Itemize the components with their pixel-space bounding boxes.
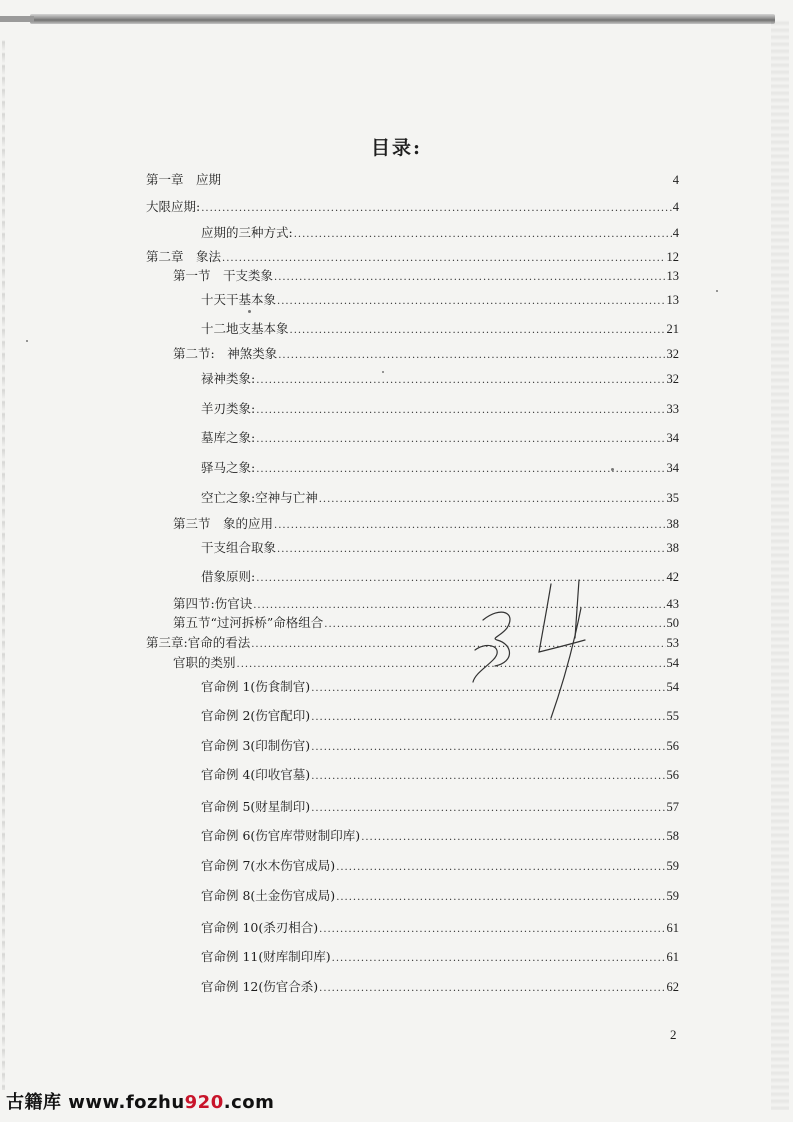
toc-entry-label: 大限应期:: [146, 199, 201, 214]
toc-leader-dots: [361, 830, 665, 846]
toc-entry-page: 57: [666, 800, 679, 814]
toc-entry-page: 4: [672, 226, 679, 240]
toc-entry-page: 34: [666, 461, 679, 475]
toc-entry-label: 第一节 干支类象: [173, 268, 274, 283]
toc-entry: [173, 346, 679, 364]
toc-leader-dots: [336, 860, 665, 876]
toc-entry-page: 32: [666, 372, 679, 386]
toc-entry-label: 禄神类象:: [201, 371, 256, 386]
toc-entry-page: 4: [672, 173, 679, 187]
toc-entry-page: 42: [666, 570, 679, 584]
toc-entry-label: 第二章 象法: [146, 249, 222, 264]
toc-entry-page: 50: [666, 616, 679, 630]
toc-entry-label: 第四节:伤官诀: [173, 596, 253, 611]
toc-leader-dots: [278, 348, 665, 364]
toc-entry-label: 官职的类别: [173, 655, 236, 670]
toc-entry-page: 54: [666, 656, 679, 670]
toc-entry-page: 58: [666, 829, 679, 843]
toc-entry: [201, 858, 679, 876]
toc-leader-dots: [290, 323, 666, 339]
toc-entry-label: 第五节“过河拆桥”命格组合: [173, 615, 324, 630]
toc-leader-dots: [336, 890, 665, 906]
page-title: 目录:: [370, 137, 422, 159]
toc-entry: [201, 371, 679, 389]
scan-speck: [26, 340, 28, 342]
toc-entry-label: 第三节 象的应用: [173, 516, 274, 531]
toc-entry: [201, 225, 679, 243]
toc-leader-dots: [222, 251, 665, 267]
toc-entry-label: 空亡之象:空神与亡神: [201, 490, 318, 505]
toc-leader-dots: [274, 270, 665, 286]
toc-entry-page: 59: [666, 889, 679, 903]
toc-entry-page: 13: [666, 293, 679, 307]
toc-entry: [201, 540, 679, 558]
toc-entry-page: 62: [666, 980, 679, 994]
toc-entry-label: 干支组合取象: [201, 540, 277, 555]
toc-leader-dots: [311, 769, 665, 785]
toc-entry-page: 61: [666, 950, 679, 964]
toc-entry: [201, 460, 679, 478]
toc-entry-page: 13: [666, 269, 679, 283]
toc-leader-dots: [319, 981, 665, 997]
toc-entry-label: 羊刃类象:: [201, 401, 256, 416]
toc-entry-page: 21: [666, 322, 679, 336]
toc-leader-dots: [256, 403, 665, 419]
toc-entry-page: 4: [672, 200, 679, 214]
toc-leader-dots: [256, 432, 665, 448]
toc-entry-page: 35: [666, 491, 679, 505]
toc-entry-label: 借象原则:: [201, 569, 256, 584]
toc-entry: [146, 199, 679, 217]
watermark-highlight: 920: [184, 1092, 224, 1113]
toc-leader-dots: [256, 462, 665, 478]
toc-entry-page: 61: [666, 921, 679, 935]
toc-entry-label: 官命例 2(伤官配印): [201, 708, 311, 723]
toc-entry-page: 56: [666, 768, 679, 782]
toc-entry: [201, 767, 679, 785]
toc-leader-dots: [311, 740, 665, 756]
toc-leader-dots: [294, 227, 672, 243]
toc-leader-dots: [332, 951, 666, 967]
scan-speck: [611, 468, 614, 471]
scan-speck: [248, 310, 251, 313]
toc-leader-dots: [274, 518, 665, 534]
toc-entry: [201, 888, 679, 906]
toc-entry: [201, 799, 679, 817]
toc-entry: [201, 979, 679, 997]
watermark-suffix: .com: [223, 1092, 275, 1113]
toc-entry-page: 34: [666, 431, 679, 445]
scan-speck: [382, 371, 384, 373]
toc-entry-page: 38: [666, 541, 679, 555]
toc-entry: [173, 268, 679, 286]
toc-entry: [201, 490, 679, 508]
toc-entry: [201, 708, 679, 726]
toc-entry-page: 55: [666, 709, 679, 723]
toc-leader-dots: [256, 373, 665, 389]
toc-entry-page: 33: [666, 402, 679, 416]
toc-entry-label: 官命例 8(土金伤官成局): [201, 888, 336, 903]
toc-leader-dots: [277, 542, 665, 558]
toc-entry-label: 第三章:官命的看法: [146, 635, 251, 650]
toc-entry-label: 十天干基本象: [201, 292, 277, 307]
toc-entry: [146, 172, 679, 190]
page-number: 2: [670, 1027, 677, 1042]
watermark-logo: [6, 1088, 274, 1114]
toc-entry: [201, 679, 679, 697]
toc-entry-page: 12: [666, 250, 679, 264]
toc-leader-dots: [277, 294, 665, 310]
toc-entry: [201, 738, 679, 756]
toc-entry-label: 官命例 7(水木伤官成局): [201, 858, 336, 873]
toc-entry-page: 56: [666, 739, 679, 753]
toc-entry-label: 第一章 应期: [146, 172, 222, 187]
toc-entry: [201, 292, 679, 310]
toc-entry-label: 官命例 6(伤官库带财制印库): [201, 828, 361, 843]
toc-entry: [201, 920, 679, 938]
toc-leader-dots: [319, 492, 666, 508]
toc-entry-label: 官命例 1(伤食制官): [201, 679, 311, 694]
toc-entry: [201, 949, 679, 967]
toc-entry-label: 官命例 10(杀刃相合): [201, 920, 319, 935]
toc-entry-label: 应期的三种方式:: [201, 225, 293, 240]
toc-entry: [201, 321, 679, 339]
toc-entry-label: 官命例 11(财库制印库): [201, 949, 331, 964]
toc-entry-page: 38: [666, 517, 679, 531]
toc-entry-label: 墓库之象:: [201, 430, 256, 445]
toc-entry: [173, 516, 679, 534]
toc-entry-label: 官命例 3(印制伤官): [201, 738, 311, 753]
toc-entry: [201, 569, 679, 587]
toc-entry: [201, 401, 679, 419]
toc-entry-page: 54: [666, 680, 679, 694]
toc-entry-label: 官命例 12(伤官合杀): [201, 979, 319, 994]
scan-speck: [716, 290, 718, 292]
toc-entry: [146, 249, 679, 267]
toc-entry-label: 十二地支基本象: [201, 321, 289, 336]
toc-entry: [201, 430, 679, 448]
toc-entry-page: 43: [666, 597, 679, 611]
toc-entry-label: 驿马之象:: [201, 460, 256, 475]
toc-entry: [201, 828, 679, 846]
toc-leader-dots: [311, 801, 665, 817]
handwritten-scribble: [455, 578, 605, 728]
toc-leader-dots: [201, 201, 672, 217]
toc-entry-label: 官命例 5(财星制印): [201, 799, 311, 814]
toc-entry-label: 第二节: 神煞类象: [173, 346, 278, 361]
toc-entry-page: 53: [666, 636, 679, 650]
toc-entry-page: 59: [666, 859, 679, 873]
toc-leader-dots: [319, 922, 665, 938]
watermark-prefix: 古籍库 www.fozhu: [6, 1092, 185, 1113]
toc-entry-label: 官命例 4(印收官墓): [201, 767, 311, 782]
toc-entry-page: 32: [666, 347, 679, 361]
